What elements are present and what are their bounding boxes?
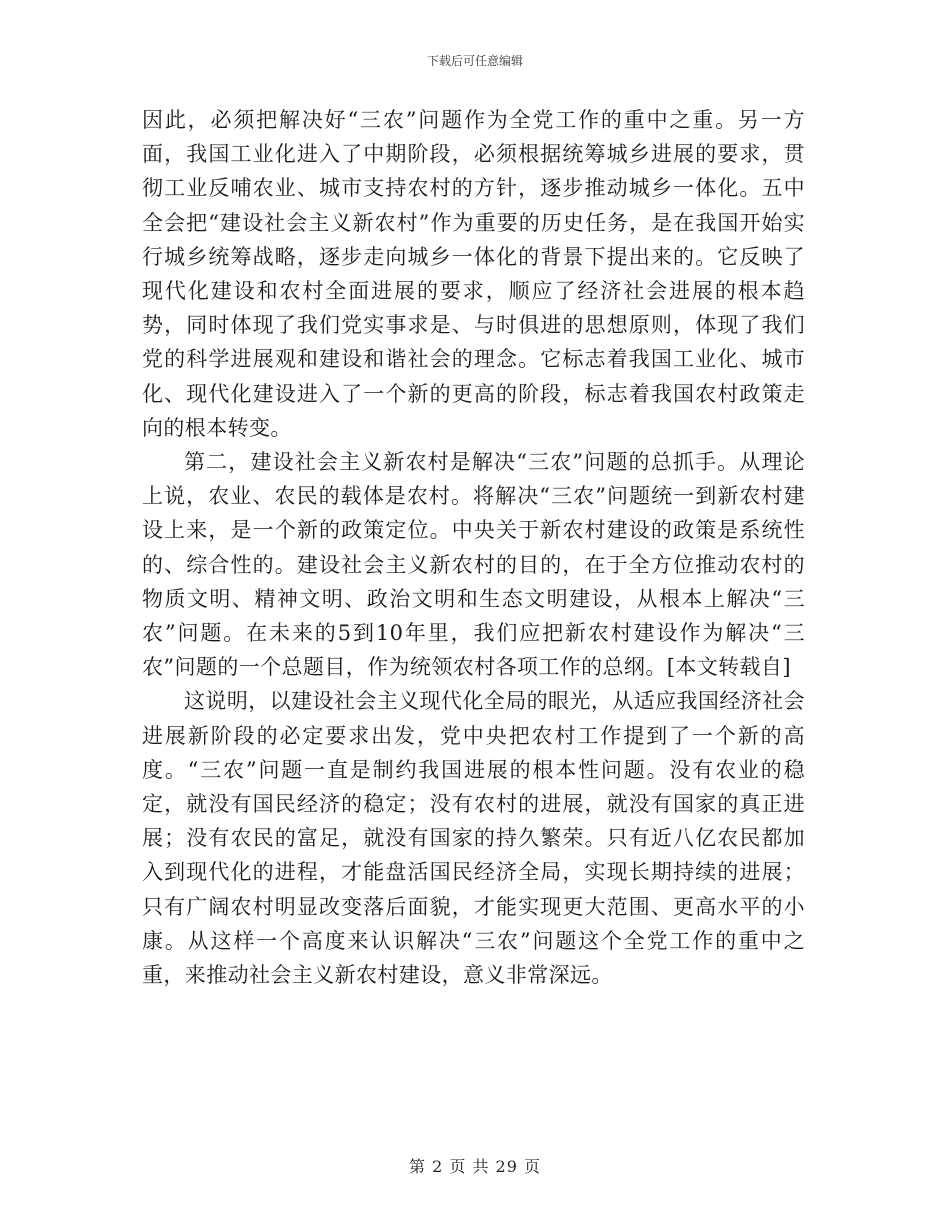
paragraph-2: 第二，建设社会主义新农村是解决“三农”问题的总抓手。从理论上说，农业、农民的载体是农村。将解决“三农”问题统一到新农村建设上来，是一个新的政策定位。中央关于新农村建设的政策是系统性的、综合性的。建设社会主义新农村的目的，在于全方位推动农村的物质文明、精神文明、政治文明和生态文明建设，从根本上解决“三农”问题。在未来的5到10年里，我们应把新农村建设作为解决“三农”问题的一个总题目，作为统领农村各项工作的总纲。[本文转载自] <box>142 450 805 680</box>
page-number-footer: 第 2 页 共 29 页 <box>409 1157 541 1176</box>
page-header: 下载后可任意编辑 <box>426 54 523 68</box>
document-body <box>142 103 805 992</box>
paragraph-3: 这说明，以建设社会主义现代化全局的眼光，从适应我国经济社会进展新阶段的必定要求出发，党中央把农村工作提到了一个新的高度。“三农”问题一直是制约我国进展的根本性问题。没有农业的稳定，就没有国民经济的稳定；没有农村的进展，就没有国家的真正进展；没有农民的富足，就没有国家的持久繁荣。只有近八亿农民都加入到现代化的进程，才能盘活国民经济全局，实现长期持续的进展；只有广阔农村明显改变落后面貌，才能实现更大范围、更高水平的小康。从这样一个高度来认识解决“三农”问题这个全党工作的重中之重，来推动社会主义新农村建设，意义非常深远。 <box>142 689 805 988</box>
paragraph-1: 因此，必须把解决好“三农”问题作为全党工作的重中之重。另一方面，我国工业化进入了中期阶段，必须根据统筹城乡进展的要求，贯彻工业反哺农业、城市支持农村的方针，逐步推动城乡一体化。五中全会把“建设社会主义新农村”作为重要的历史任务，是在我国开始实行城乡统筹战略，逐步走向城乡一体化的背景下提出来的。它反映了现代化建设和农村全面进展的要求，顺应了经济社会进展的根本趋势，同时体现了我们党实事求是、与时俱进的思想原则，体现了我们党的科学进展观和建设和谐社会的理念。它标志着我国工业化、城市化、现代化建设进入了一个新的更高的阶段，标志着我国农村政策走向的根本转变。 <box>142 108 805 440</box>
